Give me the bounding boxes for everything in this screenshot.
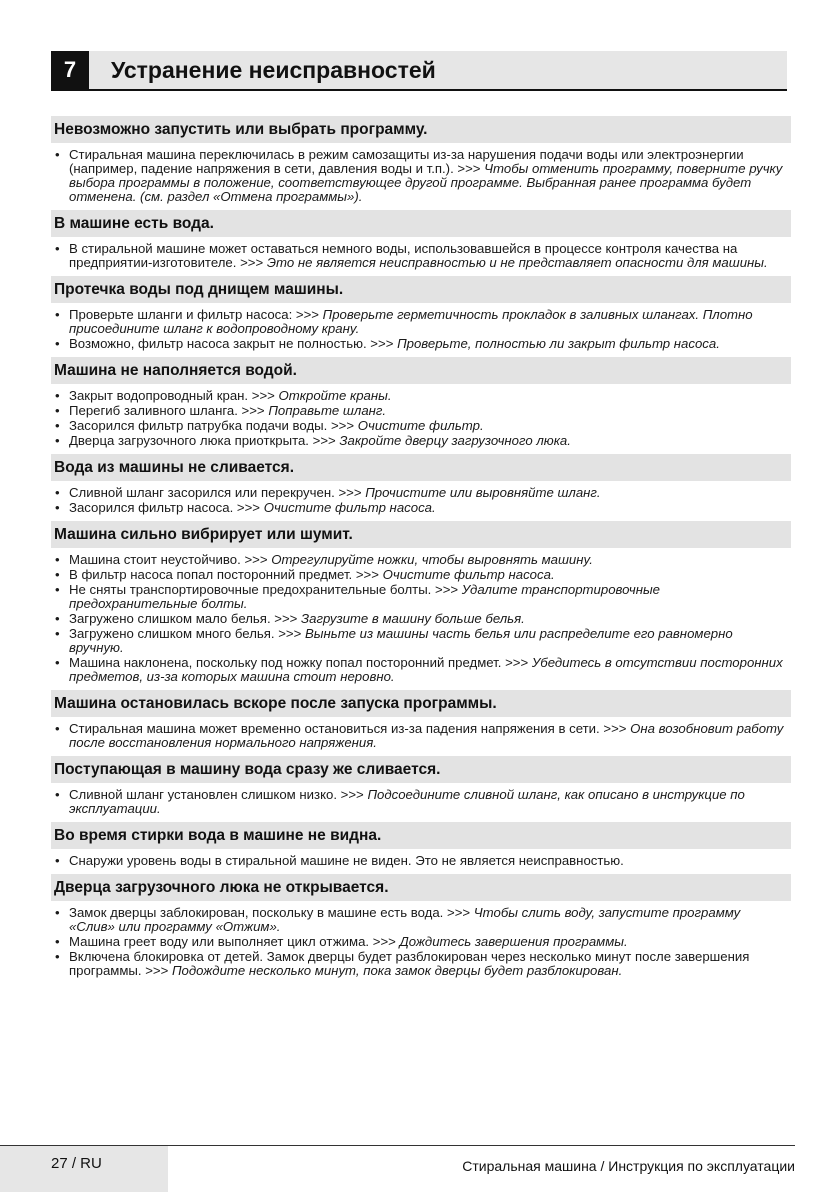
remedy-text: Подождите несколько минут, пока замок дверцы будет разблокирован. [172,963,623,978]
remedy-text: Загрузите в машину больше белья. [301,611,525,626]
cause-text: Замок дверцы заблокирован, поскольку в машине есть вода. >>> [69,905,474,920]
list-item [51,434,791,448]
bullet-icon: • [55,500,60,515]
symptom-list [51,486,791,515]
troubleshooting-section [51,116,791,204]
list-item [51,501,791,515]
symptom-list [51,389,791,448]
symptom-list [51,242,791,270]
troubleshooting-section [51,822,791,868]
bullet-icon: • [55,905,60,920]
remedy-text: Закройте дверцу загрузочного люка. [339,433,571,448]
bullet-icon: • [55,307,60,322]
cause-text: Засорился фильтр насоса. >>> [69,500,264,515]
chapter-title: Устранение неисправностей [111,57,436,83]
section-title: В машине есть вода. [51,210,791,237]
remedy-text: Очистите фильтр насоса. [263,500,436,515]
section-title: Машина сильно вибрирует или шумит. [51,521,791,548]
list-item [51,583,791,611]
bullet-icon: • [55,147,60,162]
cause-text: Машина греет воду или выполняет цикл отжима. >>> [69,934,400,949]
cause-text: Стиральная машина переключилась в режим самозащиты из-за нарушения подачи воды или электроэнергии (например, падение напряжения в сети, давления воды и т.п.). >>> [69,147,744,176]
bullet-icon: • [55,787,60,802]
section-title: Протечка воды под днищем машины. [51,276,791,303]
cause-text: Сливной шланг засорился или перекручен. >>> [69,485,366,500]
bullet-icon: • [55,485,60,500]
cause-text: Включена блокировка от детей. Замок дверцы будет разблокирован через несколько минут после завершения программы. >>> [69,949,750,978]
bullet-icon: • [55,241,60,256]
bullet-icon: • [55,853,60,868]
list-item [51,854,791,868]
troubleshooting-content [51,116,791,984]
list-item [51,906,791,934]
remedy-text: Выньте из машины часть белья или распределите его равномерно вручную. [69,626,733,655]
remedy-text: Проверьте герметичность прокладок в заливных шлангах. Плотно присоедините шланг к водопроводному крану. [69,307,753,336]
cause-text: Проверьте шланги и фильтр насоса: >>> [69,307,323,322]
remedy-text: Очистите фильтр насоса. [382,567,555,582]
cause-text: Машина стоит неустойчиво. >>> [69,552,272,567]
section-title: Поступающая в машину вода сразу же сливается. [51,756,791,783]
bullet-icon: • [55,611,60,626]
remedy-text: Убедитесь в отсутствии посторонних предметов, из-за которых машина стоит неровно. [69,655,783,684]
section-title: Машина не наполняется водой. [51,357,791,384]
troubleshooting-section [51,756,791,816]
list-item [51,612,791,626]
section-title: Дверца загрузочного люка не открывается. [51,874,791,901]
cause-text: Засорился фильтр патрубка подачи воды. >>> [69,418,358,433]
remedy-text: Поправьте шланг. [268,403,387,418]
bullet-icon: • [55,655,60,670]
symptom-list [51,308,791,351]
list-item [51,404,791,418]
bullet-icon: • [55,949,60,964]
remedy-text: Чтобы отменить программу, поверните ручку выбора программы в положение, соответствующее другой программе. Выбранная ранее программа будет отменена. (см. раздел «Отмена программы»). [69,161,783,204]
list-item [51,553,791,567]
footer-document-title: Стиральная машина / Инструкция по эксплуатации [462,1158,795,1174]
troubleshooting-section [51,210,791,270]
bullet-icon: • [55,336,60,351]
list-item [51,242,791,270]
list-item [51,308,791,336]
chapter-number: 7 [51,51,89,89]
cause-text: Стиральная машина может временно остановиться из-за падения напряжения в сети. >>> [69,721,631,736]
cause-text: Загружено слишком мало белья. >>> [69,611,302,626]
symptom-list [51,788,791,816]
symptom-list [51,854,791,868]
remedy-text: Отрегулируйте ножки, чтобы выровнять машину. [271,552,593,567]
list-item [51,950,791,978]
bullet-icon: • [55,721,60,736]
chapter-header [51,51,787,91]
list-item [51,788,791,816]
cause-text: Закрыт водопроводный кран. >>> [69,388,279,403]
remedy-text: Это не является неисправностью и не представляет опасности для машины. [266,255,768,270]
remedy-text: Удалите транспортировочные предохранительные болты. [69,582,661,611]
bullet-icon: • [55,403,60,418]
troubleshooting-section [51,454,791,515]
list-item [51,627,791,655]
cause-text: Дверца загрузочного люка приоткрыта. >>> [69,433,340,448]
bullet-icon: • [55,626,60,641]
section-title: Вода из машины не сливается. [51,454,791,481]
cause-text: Сливной шланг установлен слишком низко. >>> [69,787,368,802]
bullet-icon: • [55,567,60,582]
cause-text: Загружено слишком много белья. >>> [69,626,305,641]
cause-text: Снаружи уровень воды в стиральной машине не виден. Это не является неисправностью. [69,853,624,868]
cause-text: Возможно, фильтр насоса закрыт не полностью. >>> [69,336,398,351]
symptom-list [51,906,791,978]
list-item [51,337,791,351]
cause-text: Машина наклонена, поскольку под ножку попал посторонний предмет. >>> [69,655,532,670]
cause-text: В фильтр насоса попал посторонний предмет. >>> [69,567,383,582]
remedy-text: Она возобновит работу после восстановления нормального напряжения. [69,721,784,750]
bullet-icon: • [55,418,60,433]
bullet-icon: • [55,433,60,448]
list-item [51,389,791,403]
list-item [51,419,791,433]
remedy-text: Проверьте, полностью ли закрыт фильтр насоса. [397,336,720,351]
remedy-text: Чтобы слить воду, запустите программу «Слив» или программу «Отжим». [69,905,741,934]
footer-page-number: 27 / RU [51,1155,102,1172]
symptom-list [51,553,791,684]
list-item [51,486,791,500]
list-item [51,656,791,684]
symptom-list [51,722,791,750]
cause-text: Не сняты транспортировочные предохранительные болты. >>> [69,582,462,597]
troubleshooting-section [51,276,791,351]
cause-text: Перегиб заливного шланга. >>> [69,403,269,418]
section-title: Во время стирки вода в машине не видна. [51,822,791,849]
list-item [51,722,791,750]
remedy-text: Подсоедините сливной шланг, как описано в инструкцие по эксплуатации. [69,787,745,816]
bullet-icon: • [55,582,60,597]
remedy-text: Прочистите или выровняйте шланг. [365,485,601,500]
troubleshooting-section [51,690,791,750]
list-item [51,935,791,949]
section-title: Машина остановилась вскоре после запуска программы. [51,690,791,717]
remedy-text: Дождитесь завершения программы. [399,934,628,949]
troubleshooting-section [51,357,791,448]
bullet-icon: • [55,552,60,567]
troubleshooting-section [51,521,791,684]
remedy-text: Очистите фильтр. [357,418,484,433]
bullet-icon: • [55,934,60,949]
troubleshooting-section [51,874,791,978]
symptom-list [51,148,791,204]
cause-text: В стиральной машине может оставаться немного воды, использовавшейся в процессе контроля качества на предприятии-изготовителе. >>> [69,241,738,270]
list-item [51,148,791,204]
section-title: Невозможно запустить или выбрать программу. [51,116,791,143]
bullet-icon: • [55,388,60,403]
remedy-text: Откройте краны. [278,388,392,403]
list-item [51,568,791,582]
footer-divider [0,1145,795,1146]
